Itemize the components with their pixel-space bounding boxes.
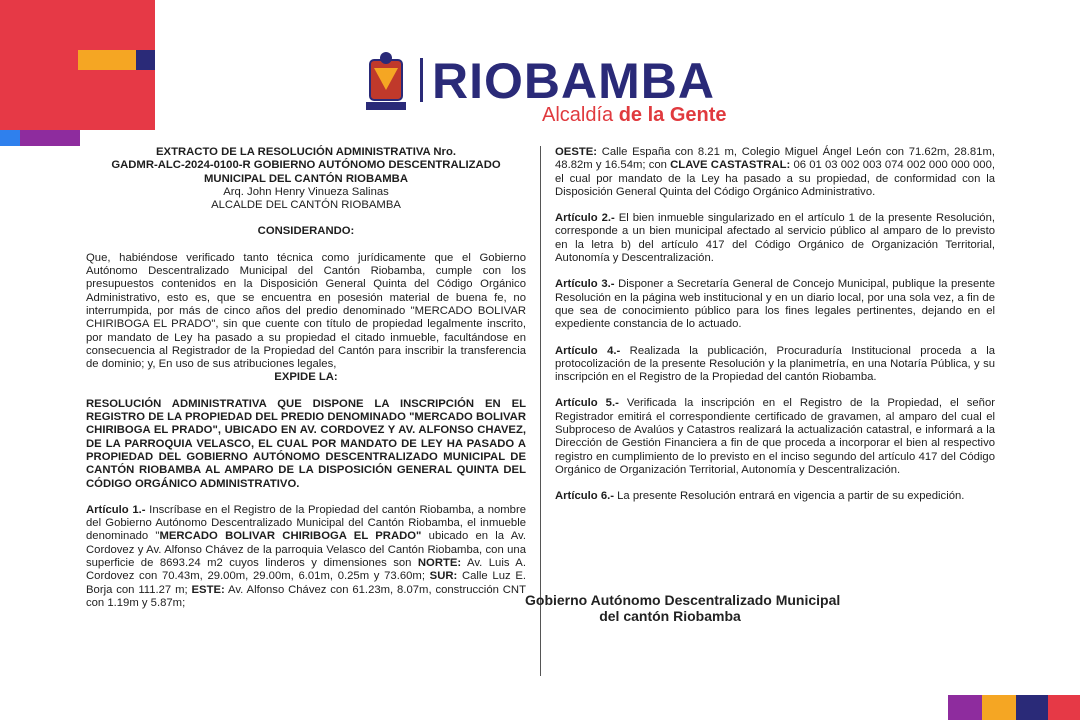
article-4	[555, 345, 995, 385]
article-2-label: Artículo 2.-	[555, 212, 615, 225]
article-3	[555, 278, 995, 331]
article-2-text: El bien inmueble singularizado en el artículo 1 de la presente Resolución, corresponde a un bien municipal afectado al servicio público al amparo de lo previsto en la letra b) del artículo 417 del Código Orgánico de Organización Territorial, Autonomía y Descentralización.	[555, 212, 996, 265]
article-1-label: Artículo 1.-	[86, 503, 146, 516]
article-1-sur: SUR:	[429, 570, 458, 583]
article-6-text: La presente Resolución entrará en vigencia a partir de su expedición.	[614, 490, 965, 503]
article-4-label: Artículo 4.-	[555, 344, 621, 357]
oeste-text-2: 06 01 03 002 003 074 002 000 000 000, el cual por mandato de la Ley ha pasado a su propiedad, de conformidad con la Disposición General Quinta del Código Orgánico Administrativo.	[555, 159, 995, 198]
resolution-title: RESOLUCIÓN ADMINISTRATIVA QUE DISPONE LA INSCRIPCIÓN EN EL REGISTRO DE LA PROPIEDAD DEL PREDIO DENOMINADO "MERCADO BOLIVAR CHIRIBOGA EL PRADO", UBICADO EN AV. CORDOVEZ Y AV. ALFONSO CHAVEZ, DE LA PARROQUIA VELASCO, EL CUAL POR MANDATO DE LEY HA PASADO A PROPIEDAD DEL GOBIERNO AUTÓNOMO DESCENTRALIZADO MUNICIPAL DE CANTÓN RIOBAMBA AL AMPARO DE LA DISPOSICIÓN GENERAL QUINTA DEL CÓDIGO ORGÁNICO ADMINISTRATIVO.	[86, 397, 526, 490]
considerando-text: Que, habiéndose verificado tanto técnica como jurídicamente que el Gobierno Autónomo Descentralizado Municipal del Cantón Riobamba, cumple con los presupuestos contenidos en la Disposición General Quinta del Código Orgánico Administrativo, esto es, que se encuentra en posesión material de buena fe, no interrumpida, por más de cinco años del predio denominado "MERCADO BOLIVAR CHIRIBOGA EL PRADO", sin que cuente con título de propiedad legalmente inscrito, por mandato de Ley ha pasado a su propiedad el citado inmueble, facultándose en consecuencia al Registrador de la Propiedad del Cantón para inscribir la transferencia de dominio; y, En uso de sus atribuciones legales,	[86, 251, 526, 371]
article-1	[86, 504, 526, 610]
article-1-text-5: Av. Alfonso Chávez con 61.23m, 8.07m, construcción CNT con 1.19m y 5.87m;	[86, 583, 526, 609]
article-3-label: Artículo 3.-	[555, 278, 615, 291]
header-line-2: GADMR-ALC-2024-0100-R GOBIERNO AUTÓNOMO DESCENTRALIZADO	[111, 159, 501, 172]
clave-label: CLAVE CASTASTRAL:	[670, 159, 791, 172]
brand-tagline	[542, 104, 727, 127]
article-3-text: Disponer a Secretaría General de Concejo Municipal, publique la presente Resolución en la página web institucional y en un diario local, por una sola vez, a fin de que sea de conocimiento público para los fines legales pertinentes, dejando en el expediente constancia de lo actuado.	[555, 278, 995, 331]
header-line-1: EXTRACTO DE LA RESOLUCIÓN ADMINISTRATIVA Nro.	[156, 146, 456, 158]
article-1-text-4: Calle Luz E. Borja con 111.27 m;	[86, 570, 526, 596]
header-line-5: ALCALDE DEL CANTÓN RIOBAMBA	[211, 199, 401, 212]
brand-name: RIOBAMBA	[432, 53, 715, 109]
oeste-label: OESTE:	[555, 146, 598, 158]
article-1-este: ESTE:	[191, 583, 225, 596]
tagline-bold: de la Gente	[618, 104, 727, 126]
article-1-text-3: Av. Luis A. Cordovez con 70.43m, 29.00m, 29.00m, 6.01m, 0.25m y 73.60m;	[86, 557, 526, 583]
signature-line-1: Gobierno Autónomo Descentralizado Municipal	[525, 592, 841, 608]
signature-line-2: del cantón Riobamba	[599, 608, 741, 624]
article-5	[555, 397, 995, 477]
article-6	[555, 490, 995, 503]
article-2	[555, 212, 995, 265]
considerando-heading: CONSIDERANDO:	[257, 225, 355, 238]
expide-heading: EXPIDE LA:	[274, 371, 338, 384]
oeste-text-1: Calle España con 8.21 m, Colegio Miguel Ángel León con 71.62m, 28.81m, 48.82m y 16.54m; con	[555, 146, 995, 172]
article-5-text: Verificada la inscripción en el Registro de la Propiedad, el señor Registrador emitirá el correspondiente certificado de gravamen, al amparo del cual el Subproceso de Avalúos y Catastros realizará la actualización catastral, e informará a la Dirección de Gestión Financiera a fin de que proceda a incorporar el bien al respectivo registro en cumplimiento de lo previsto en el inciso segundo del artículo 417 del Código Orgánico de Organización Territorial, Autonomía y Descentralización.	[555, 397, 995, 476]
article-1-bold-name: MERCADO BOLIVAR CHIRIBOGA EL PRADO"	[159, 530, 422, 543]
header-line-4: Arq. John Henry Vinueza Salinas	[223, 185, 389, 198]
left-column	[86, 146, 526, 610]
header-line-3: MUNICIPAL DEL CANTÓN RIOBAMBA	[204, 172, 408, 185]
right-column	[555, 146, 995, 504]
tagline-light: Alcaldía	[542, 104, 614, 126]
coat-of-arms-icon	[362, 50, 410, 114]
article-1-text-2: ubicado en la Av. Cordovez y Av. Alfonso Chávez de la parroquia Velasco del Cantón Riobamba, con una superficie de 8693.24 m2 cuyos linderos y dimensiones son	[86, 530, 526, 570]
oeste-paragraph	[555, 146, 995, 199]
article-6-label: Artículo 6.-	[555, 490, 614, 503]
article-1-norte: NORTE:	[417, 557, 462, 570]
article-5-label: Artículo 5.-	[555, 397, 619, 410]
article-1-text-1: Inscríbase en el Registro de la Propiedad del cantón Riobamba, a nombre del Gobierno Autónomo Descentralizado Municipal del Cantón Riobamba, el inmueble denominado "	[86, 503, 527, 543]
signature-block	[525, 592, 841, 624]
article-4-text: Realizada la publicación, Procuraduría Institucional proceda a la protocolización de la presente Resolución y la planimetría, en una Notaría Pública, y su inscripción en el Registro de la Propiedad del cantón Riobamba.	[555, 344, 995, 384]
riobamba-logo	[362, 48, 727, 128]
